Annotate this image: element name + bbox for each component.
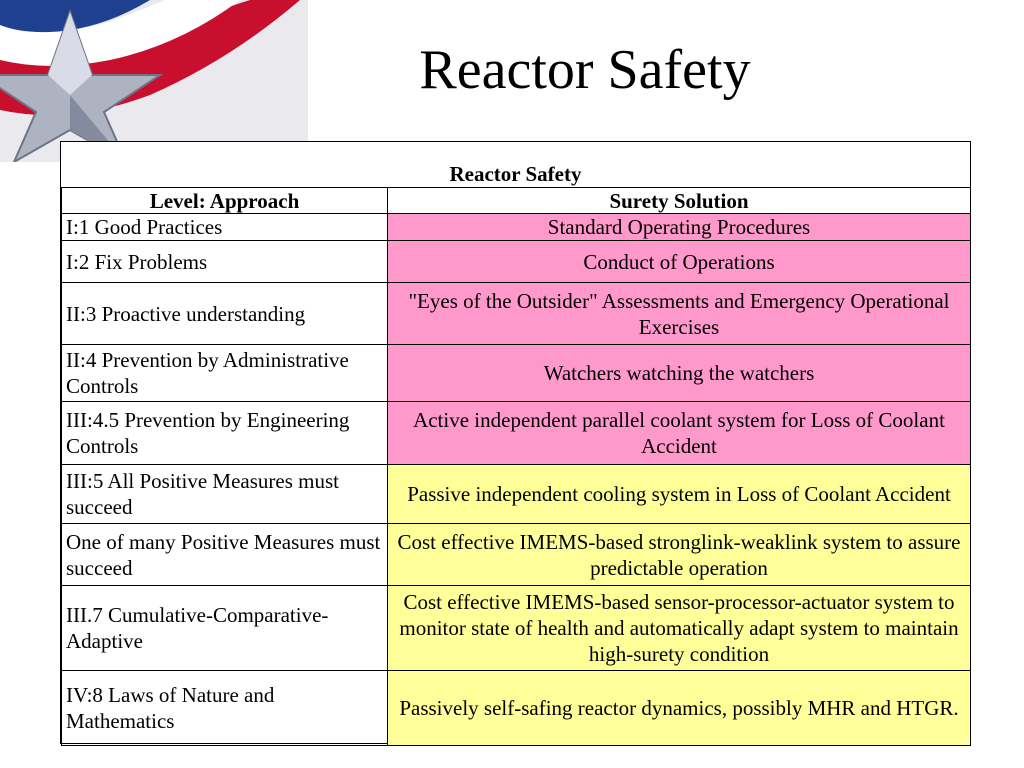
- table-row: [62, 283, 971, 345]
- level-cell: IV:8 Laws of Nature and Mathematics: [62, 671, 388, 746]
- table-row: [62, 671, 971, 746]
- solution-cell: Cost effective IMEMS-based stronglink-weaklink system to assure predictable operation: [388, 524, 971, 586]
- header-level-approach: Level: Approach: [62, 188, 388, 214]
- header-surety-solution: Surety Solution: [388, 188, 971, 214]
- level-cell: III.7 Cumulative-Comparative- Adaptive: [62, 586, 388, 671]
- solution-cell: Watchers watching the watchers: [388, 345, 971, 402]
- safety-levels-table: [61, 187, 971, 746]
- solution-cell: Passively self-safing reactor dynamics, possibly MHR and HTGR.: [388, 671, 971, 746]
- level-cell: I:2 Fix Problems: [62, 241, 388, 283]
- level-cell: II:4 Prevention by Administrative Controls: [62, 345, 388, 402]
- table-row: [62, 241, 971, 283]
- table-row: [62, 345, 971, 402]
- solution-cell: Active independent parallel coolant system for Loss of Coolant Accident: [388, 402, 971, 465]
- level-cell: II:3 Proactive understanding: [62, 283, 388, 345]
- level-cell: III:4.5 Prevention by Engineering Controls: [62, 402, 388, 465]
- slide-title: Reactor Safety: [419, 39, 751, 101]
- table-row: [62, 586, 971, 671]
- table-row: [62, 524, 971, 586]
- solution-cell: "Eyes of the Outsider" Assessments and Emergency Operational Exercises: [388, 283, 971, 345]
- table-row: [62, 214, 971, 241]
- table-row: [62, 402, 971, 465]
- solution-cell: Passive independent cooling system in Loss of Coolant Accident: [388, 465, 971, 524]
- table-caption: Reactor Safety: [449, 162, 582, 186]
- level-cell: I:1 Good Practices: [62, 214, 388, 241]
- level-cell: III:5 All Positive Measures must succeed: [62, 465, 388, 524]
- star-logo-icon: [0, 0, 308, 162]
- solution-cell: Conduct of Operations: [388, 241, 971, 283]
- table-header-row: [62, 188, 971, 214]
- solution-cell: Standard Operating Procedures: [388, 214, 971, 241]
- level-cell: One of many Positive Measures must succeed: [62, 524, 388, 586]
- table-row: [62, 465, 971, 524]
- solution-cell: Cost effective IMEMS-based sensor-processor-actuator system to monitor state of health and automatically adapt system to maintain high-surety condition: [388, 586, 971, 671]
- reactor-safety-table: [60, 141, 971, 744]
